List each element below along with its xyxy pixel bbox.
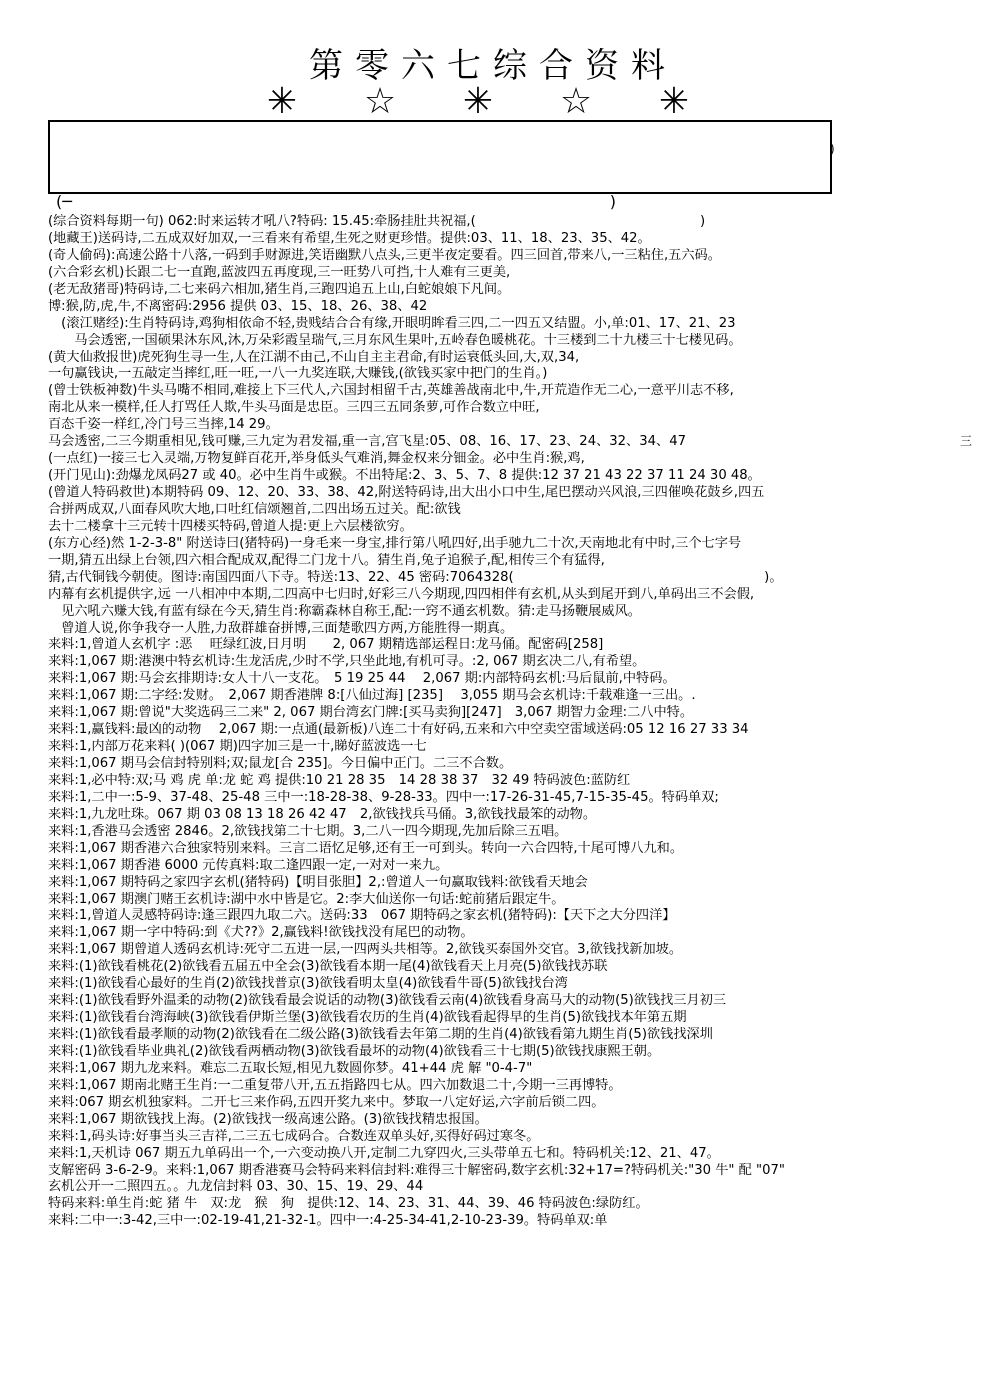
page-title: 第零六七综合资料: [309, 46, 677, 86]
asterisk-icon: ✳: [658, 81, 690, 122]
document-body: [48, 214, 948, 1230]
text-line: 来料:1,067 期南北赌王生肖:一二重复带八开,五五指路四七从。四六加数退二十,今期一三再博特。: [48, 1077, 622, 1093]
text-line: 玄机公开一二照四五。。九龙信封料 03、30、15、19、29、44: [48, 1179, 424, 1195]
text-line: 来料:1,067 期马会信封特别料;双;鼠龙[合 235]。今日偏中正门。二三不合数。: [48, 756, 513, 771]
text-line: 来料:1,067 期香港六合独家特别来料。三言二语忆足够,还有王一可到头。转向一六合四特,十尾可博八九和。: [48, 840, 684, 856]
text-line: 一期,猜五出绿上台领,四六相合配成双,配得二门龙十八。猜生肖,兔子追猴子,配,相传三个有猛得,: [48, 552, 605, 568]
text-line: 来料:1,二中一:5-9、37-48、25-48 三中一:18-28-38、9-28-33。四中一:17-26-31-45,7-15-35-45。特码单双;: [48, 789, 719, 805]
text-line: 曾道人说,你争我夺一人胜,力敌群雄奋拼博,三面楚歌四方两,方能胜得一期真。: [48, 620, 514, 636]
text-line: 来料:1,067 期香港 6000 元传真料:取二逢四跟一定,一对对一来九。: [48, 857, 449, 873]
text-line: 百态千姿一样红,冷门号三当摔,14 29。: [48, 417, 279, 433]
text-line: 支解密码 3-6-2-9。来料:1,067 期香港赛马会特码来料信封料:难得三十解密码,数字玄机:32+17=?特码机关:"30 牛" 配 "07": [48, 1162, 785, 1178]
text-line: 一句赢钱诀,一五敲定当摔红,旺一旺,一八一九奖连联,大赚钱,(欲钱买家中把门的生肖。): [48, 366, 548, 382]
text-line: (曾士铁板神数)牛头马嘴不相同,难接上下三代人,六国封相留千古,英雄善战南北中,牛,开荒造作无二心,一意平川志不移,: [48, 383, 734, 399]
text-line: 特码来料:单生肖:蛇 猪 牛 双:龙 猴 狗 提供:12、14、23、31、44、39、46 特码波色:绿防红。: [48, 1196, 649, 1212]
text-line: 来料:1,曾道人灵感特码诗:逢三跟四九取二六。送码:33 067 期特码之家玄机(猪特码):【天下之大分四洋】: [48, 908, 676, 924]
text-line: (奇人偷码):高速公路十八落,一码到手财源进,笑语幽默八点头,三更半夜定要看。四三回首,带来八,一三粘住,五六码。: [48, 247, 721, 263]
text-line: 马会透密,一国硕果沐东风,沐,万朵彩霞呈瑞气,三月东风生果叶,五岭春色暖桃花。十三楼到二十九楼三十七楼见码。: [48, 332, 742, 348]
text-line: 来料:1,码头诗:好事当头三吉祥,二三五七成码合。合数连双单头好,买得好码过寒冬。: [48, 1128, 540, 1144]
bracket-right: ): [609, 192, 616, 211]
text-line: (一点红)一接三七入灵端,万物复鲜百花开,举身低头气难消,舞金权来分钿金。必中生肖:猴,鸡,: [48, 451, 585, 467]
bracket-left: (─: [56, 192, 72, 211]
text-line: (地藏王)送码诗,二五成双好加双,一三看来有希望,生死之财更珍惜。提供:03、11、18、23、35、42。: [48, 230, 651, 246]
text-line: (老无敌猪哥)特码诗,二七来码六相加,猪生肖,三跑四追五上山,白蛇娘娘下凡间。: [48, 281, 511, 297]
text-line: 来料:1,067 期:马会玄排期诗:女人十八一支花。 5 19 25 44 2,067 期:内部特码玄机:马后鼠前,中特码。: [48, 671, 676, 687]
text-line: 来料:1,九龙吐珠。067 期 03 08 13 18 26 42 47 2,欲钱找兵马俑。3,欲钱找最笨的动物。: [48, 806, 597, 822]
text-line: 合拼两成双,八面春风吹大地,口吐红信颂翘首,二四出场五过关。配:欲钱: [48, 501, 461, 517]
text-line: 来料:1,必中特:双;马 鸡 虎 单:龙 蛇 鸡 提供:10 21 28 35 14 28 38 37 32 49 特码波色:蓝防红: [48, 772, 631, 788]
text-line: (滚江赌经):生肖特码诗,鸡狗相依命不轻,贵贱结合合有缘,开眼明眸看三四,二一四五又结盟。小,单:01、17、21、23: [48, 315, 736, 331]
text-line: (黄大仙救报世)虎死狗生寻一生,人在江湖不由己,不山自主主君命,有时运衰低头回,大,双,34,: [48, 349, 580, 365]
text-line: (六合彩玄机)长跟二七一直跑,蓝波四五再度现,三一旺势八可挡,十人难有三更美,: [48, 264, 511, 280]
text-line: 来料:1,067 期:二字经:发财。 2,067 期香港牌 8:[八仙过海] [235] 3,055 期马会玄机诗:千载难逢一三出。.: [48, 688, 696, 704]
text-line: 来料:1,067 期九龙来料。难忘二五取长短,相见九数圆你梦。41+44 虎 解 "0-4-7": [48, 1060, 533, 1076]
text-line: 南北从来一模样,任人打骂任人欺,牛头马面是忠臣。三四三五同条萝,可作合数立中旺,: [48, 400, 540, 416]
text-line: (综合资料每期一句) 062:时来运转才吼八?特码: 15.45:牵肠挂肚共祝福,( ): [48, 214, 706, 229]
text-line: 内幕有玄机提供字,远 一八相冲中本期,二四高中七归时,好彩三八今期现,四四相伴有玄机,从头到尾开到八,单码出三不会假,: [48, 586, 755, 602]
text-line: 来料:(1)欲钱看桃花(2)欲钱看五届五中全会(3)欲钱看本期一尾(4)欲钱看天上月亮(5)欲钱找苏联: [48, 959, 608, 975]
text-line: 来料:1,067 期:曾说"大奖选码三二来" 2, 067 期台湾玄门牌:[买马卖狗][247] 3,067 期智力金理:二八中特。: [48, 705, 694, 721]
text-line: 去十二楼拿十三元转十四楼买特码,曾道人提:更上六层楼欲穷。: [48, 518, 413, 534]
text-line: (曾道人特码救世)本期特码 09、12、20、33、38、42,附送特码诗,出大出小口中生,尾巴摆动兴风浪,三四催唤花鼓乡,四五: [48, 485, 765, 500]
text-line: (开门见山):劲爆龙凤码27 或 40。必中生肖牛或猴。不出特尾:2、3、5、7、8 提供:12 37 21 43 22 37 11 24 30 48。: [48, 468, 761, 484]
text-line: 来料:(1)欲钱看野外温柔的动物(2)欲钱看最会说话的动物(3)欲钱看云南(4)欲钱看身高马大的动物(5)欲钱找三月初三: [48, 993, 727, 1009]
text-line: 来料:1,067 期欲钱找上海。(2)欲钱找一级高速公路。(3)欲钱找精忠报国。: [48, 1111, 488, 1127]
text-line: 来料:(1)欲钱看台湾海峡(3)欲钱看伊斯兰堡(3)欲钱看农历的生肖(4)欲钱看起得早的生肖(5)欲钱找本年第五期: [48, 1010, 687, 1026]
text-line: 来料:(1)欲钱看毕业典礼(2)欲钱看两栖动物(3)欲钱看最坏的动物(4)欲钱看三十七期(5)欲钱找康熙王朝。: [48, 1043, 661, 1059]
text-line: 来料:二中一:3-42,三中一:02-19-41,21-32-1。四中一:4-25-34-41,2-10-23-39。特码单双:单: [48, 1213, 608, 1229]
empty-banner-box: [48, 120, 832, 194]
text-line: 来料:1,曾道人玄机字 :恶 旺绿红波,日月明 2, 067 期精选部运程日:龙马俑。配密码[258]: [48, 637, 604, 653]
asterisk-icon: ✳: [266, 81, 298, 122]
text-line: 来料:1,067 期澳门赌王玄机诗:湖中水中皆是它。2:李大仙送你一句话:蛇前猪后跟定牛。: [48, 891, 565, 907]
text-line: 来料:1,香港马会透密 2846。2,欲钱找第二十七期。3,二八一四今期现,先加后除三五唱。: [48, 823, 568, 839]
text-line: 来料:(1)欲钱看心最好的生肖(2)欲钱找普京(3)欲钱看明太皇(4)欲钱看牛哥(5)欲钱找台湾: [48, 976, 568, 992]
text-line: 来料:1,067 期:港澳中特玄机诗:生龙活虎,少时不学,只坐此地,有机可寻。:2, 067 期玄决二八,有希望。: [48, 654, 646, 670]
side-mark: 三: [960, 434, 973, 448]
text-line: 来料:1,内部万花来料( )(067 期)四字加三是一十,睇好蓝波选一七: [48, 739, 427, 755]
asterisk-icon: ✳: [462, 81, 494, 122]
text-line: 来料:1,067 期曾道人透码玄机诗:死守二五进一层,一四两头共相等。2,欲钱买泰国外交官。3,欲钱找新加坡。: [48, 942, 683, 958]
star-icon: ☆: [559, 81, 593, 122]
text-line: 见六吼六赚大钱,有蓝有绿在今天,猜生肖:称霸森林自称王,配:一窍不通玄机数。猜:走马扬鞭展威风。: [48, 603, 641, 619]
text-line: 马会透密,二三今期重相见,钱可赚,三九定为君发福,重一言,宫飞星:05、08、16、17、23、24、32、34、47: [48, 434, 686, 450]
star-icon: ☆: [363, 81, 397, 122]
text-line: 来料:1,067 期一字中特码:到《犬??》2,赢钱料!欲钱找没有尾巴的动物。: [48, 925, 474, 941]
text-line: (东方心经)然 1-2-3-8" 附送诗曰(猪特码)一身毛来一身宝,排行第八吼四好,出手驰九二十次,天南地北有中时,三个七字号: [48, 535, 742, 551]
text-line: 来料:1,天机诗 067 期五九单码出一个,一六变动换八开,定制二九穿四火,三头带单五七和。特码机关:12、21、47。: [48, 1145, 720, 1161]
box-mark: ): [830, 142, 835, 156]
text-line: 来料:067 期玄机独家料。二开七三来作码,五四开奖九来中。梦取一八定好运,六字前后锁二四。: [48, 1094, 605, 1110]
text-line: 博:猴,防,虎,牛,不离密码:2956 提供 03、15、18、26、38、42: [48, 298, 428, 314]
text-line: 猜,古代铜钱今朝使。图诗:南国四面八下寺。特送:13、22、45 密码:7064328( )。: [48, 569, 783, 585]
text-line: 来料:1,067 期特码之家四字玄机(猪特码)【明目张胆】2,:曾道人一句赢取钱料:欲钱看天地会: [48, 874, 588, 890]
star-decoration-row: [258, 82, 698, 122]
text-line: 来料:(1)欲钱看最孝顺的动物(2)欲钱看在二级公路(3)欲钱看去年第二期的生肖(4)欲钱看第九期生肖(5)欲钱找深圳: [48, 1027, 713, 1042]
text-line: 来料:1,赢钱料:最凶的动物 2,067 期:一点通(最新板)八连二十有好码,五来和六中空卖空雷域送码:05 12 16 27 33 34: [48, 722, 749, 738]
bracket-row: [56, 192, 616, 211]
